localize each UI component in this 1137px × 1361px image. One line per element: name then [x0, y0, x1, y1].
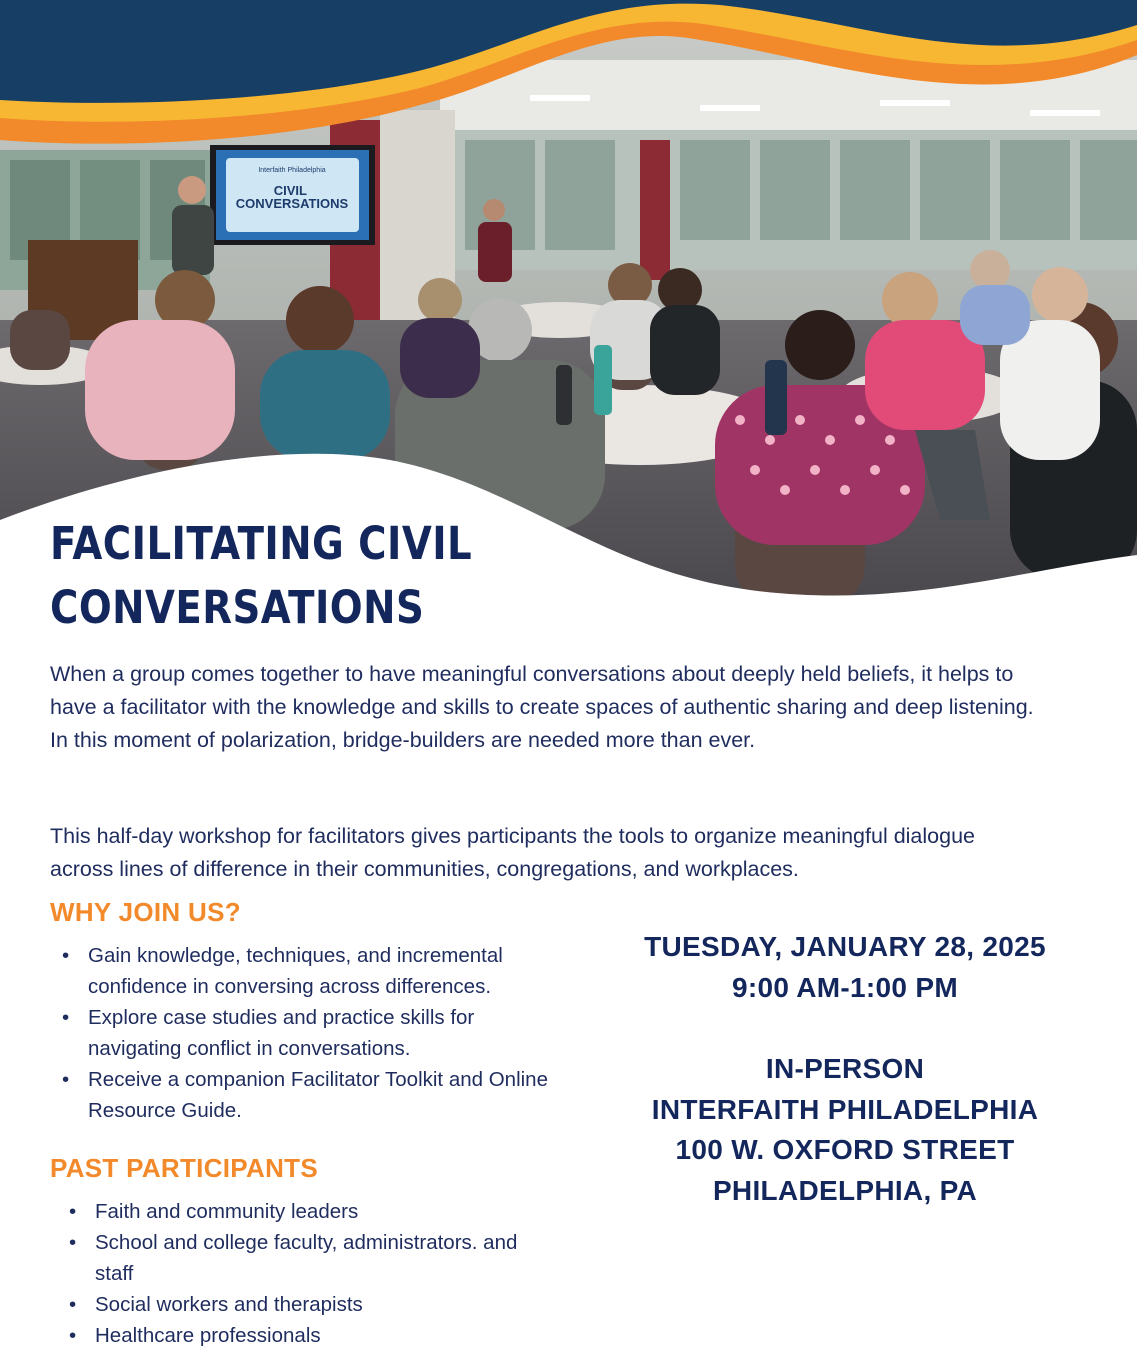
intro-paragraph-1: When a group comes together to have meaningful conversations about deeply held beliefs, it helps to have a facilitator with the knowledge and skills to create spaces of authentic sharing and deep listening. In this moment of polarization, bridge-builders are needed more than ever.: [50, 662, 1034, 752]
screen-title-line1: CIVIL: [273, 183, 307, 198]
list-item: • Faith and community leaders: [95, 1196, 555, 1227]
event-format: IN-PERSON: [765, 1053, 925, 1084]
screen-logo: Interfaith Philadelphia: [258, 167, 326, 174]
title-line-1: FACILITATING CIVIL: [50, 517, 473, 570]
list-item: • Receive a companion Facilitator Toolkit and Online Resource Guide.: [88, 1064, 558, 1126]
past-participants-heading: PAST PARTICIPANTS: [50, 1153, 318, 1183]
event-location: [605, 1049, 1085, 1211]
why-join-heading: WHY JOIN US?: [50, 897, 241, 927]
event-time: 9:00 AM-1:00 PM: [732, 971, 958, 1003]
event-date: TUESDAY, JANUARY 28, 2025: [644, 931, 1046, 962]
intro-paragraph-2: This half-day workshop for facilitators gives participants the tools to organize meaningful dialogue across lines of difference in their communities, congregations, and workplaces.: [50, 824, 975, 881]
page-title: [50, 512, 532, 640]
list-item: • School and college faculty, administrators. and staff: [95, 1227, 555, 1289]
list-item: • Explore case studies and practice skills for navigating conflict in conversations.: [88, 1002, 558, 1064]
why-join-list: [88, 940, 558, 1126]
past-participants-list: [95, 1196, 555, 1351]
event-city: PHILADELPHIA, PA: [712, 1174, 978, 1206]
list-item: • Social workers and therapists: [95, 1289, 555, 1320]
event-when: [605, 927, 1085, 1008]
list-item: • Healthcare professionals: [95, 1320, 555, 1351]
screen-title-line2: CONVERSATIONS: [235, 196, 349, 211]
list-item: • Gain knowledge, techniques, and incremental confidence in conversing across differences.: [88, 940, 558, 1002]
event-street: 100 W. OXFORD STREET: [675, 1134, 1015, 1165]
title-line-2: CONVERSATIONS: [50, 581, 425, 634]
event-venue: INTERFAITH PHILADELPHIA: [651, 1093, 1039, 1125]
